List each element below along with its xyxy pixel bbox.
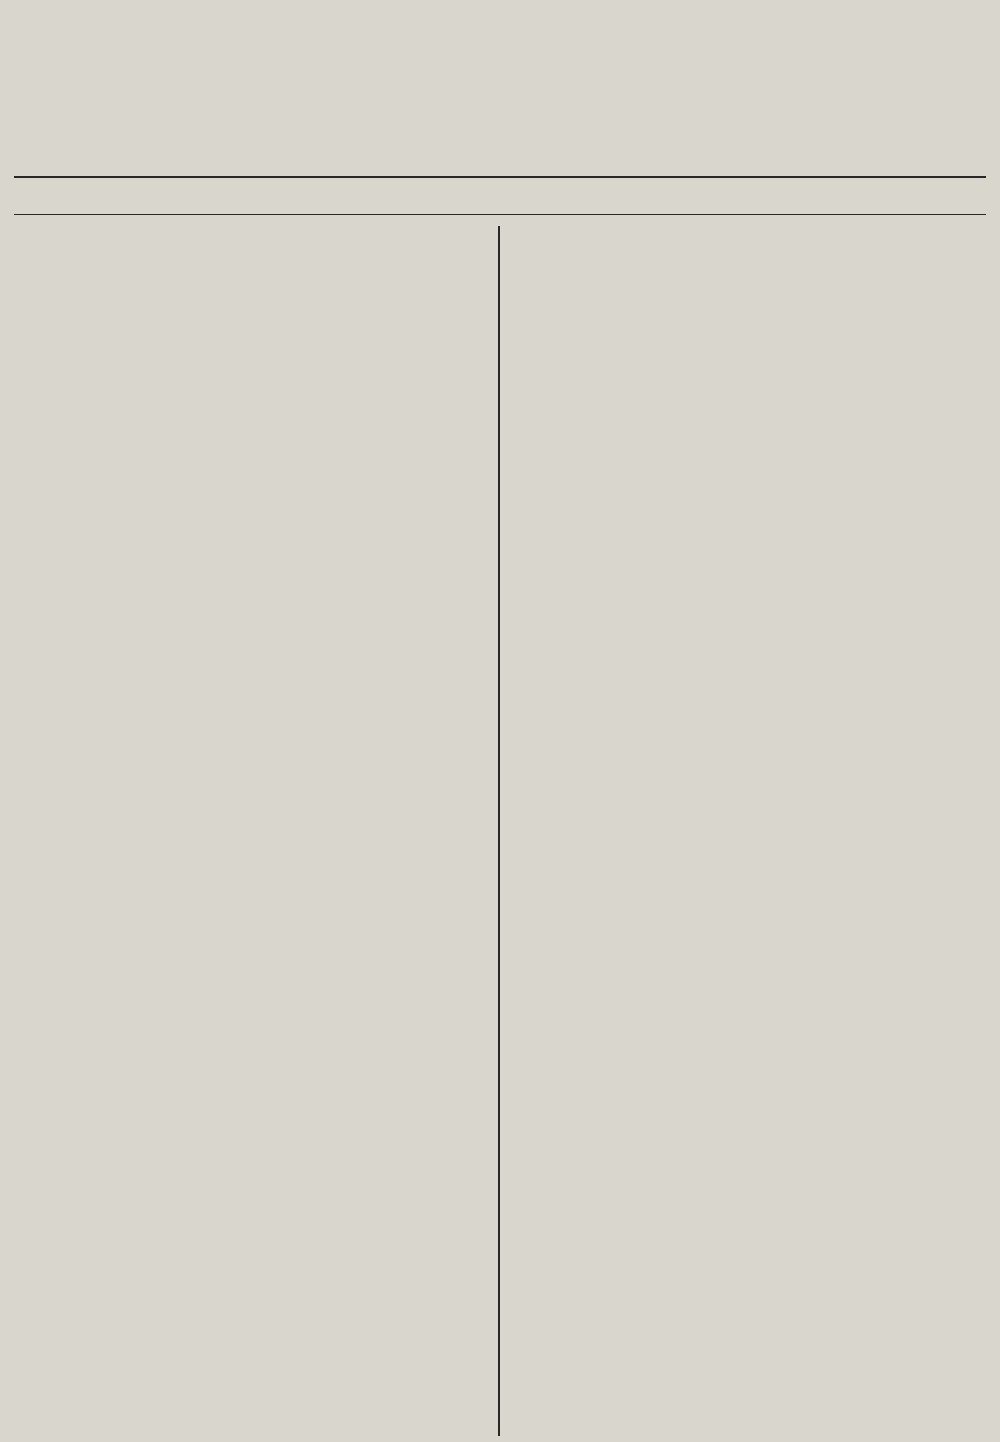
article-1-col-1 — [22, 318, 256, 678]
header-rule — [14, 176, 986, 178]
column-divider — [498, 226, 500, 1436]
article-4-col-1 — [506, 292, 734, 818]
subheader-rule — [14, 214, 986, 215]
article-4-col-2 — [742, 292, 980, 818]
article-3-col-1 — [22, 1322, 256, 1432]
newspaper-title — [20, 14, 516, 154]
article-2-col-2 — [262, 740, 494, 1262]
article-2-col-1 — [22, 740, 256, 1262]
article-1-col-2 — [262, 318, 494, 678]
article-3-col-2 — [262, 1322, 494, 1432]
